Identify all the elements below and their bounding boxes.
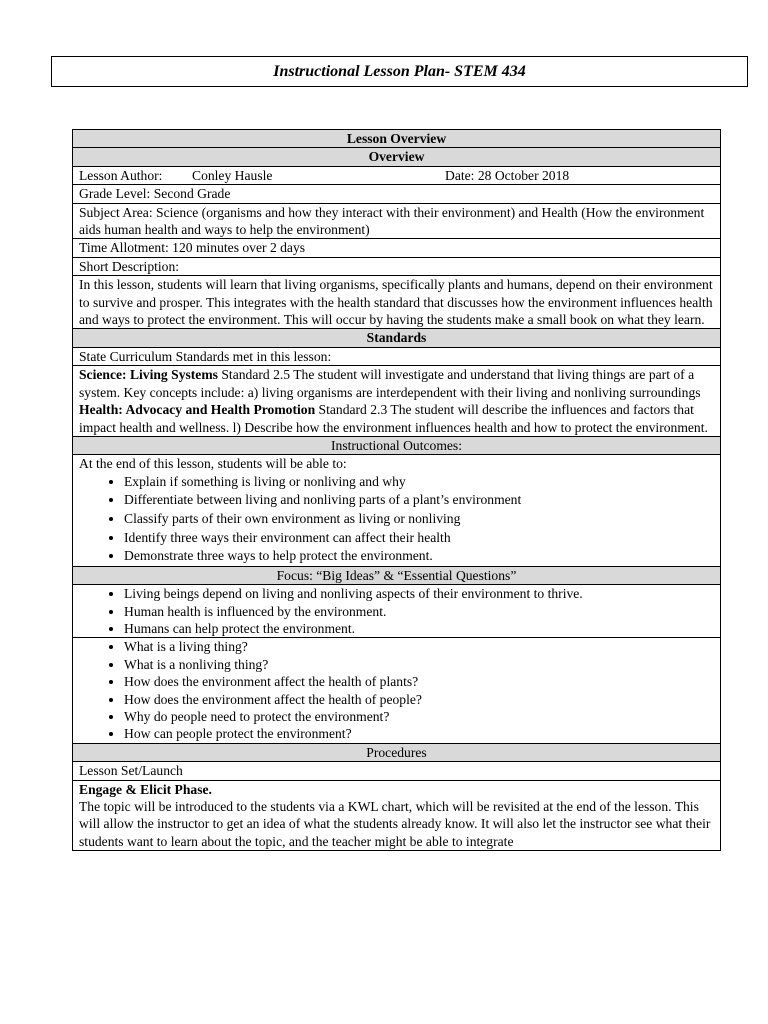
procedures-heading: Procedures — [73, 743, 721, 761]
overview-subheading: Overview — [73, 148, 721, 166]
health-standard — [79, 401, 714, 436]
essential-questions-list — [79, 638, 714, 742]
outcomes-intro: At the end of this lesson, students will be able to: — [79, 456, 347, 472]
list-item: • Humans can help protect the environment. — [124, 620, 714, 637]
science-standard — [79, 366, 714, 401]
standards-heading: Standards — [73, 329, 721, 347]
list-item: • How does the environment affect the health of people? — [124, 691, 714, 708]
standards-intro: State Curriculum Standards met in this lesson: — [73, 347, 721, 365]
outcomes-heading: Instructional Outcomes: — [73, 436, 721, 454]
list-item: • Explain if something is living or nonliving and why — [124, 473, 714, 492]
time-allotment: Time Allotment: 120 minutes over 2 days — [73, 239, 721, 257]
list-item: • How does the environment affect the health of plants? — [124, 673, 714, 690]
list-item: • Living beings depend on living and nonliving aspects of their environment to thrive. — [124, 585, 714, 602]
author-row — [73, 166, 721, 184]
list-item: • Demonstrate three ways to help protect the environment. — [124, 547, 714, 566]
big-ideas-cell — [73, 585, 721, 638]
lesson-date: Date: 28 October 2018 — [445, 167, 570, 183]
list-item: • What is a nonliving thing? — [124, 656, 714, 673]
essential-questions-cell — [73, 638, 721, 743]
lesson-plan-table — [72, 129, 721, 851]
engage-phase-label: Engage & Elicit Phase. — [79, 781, 212, 797]
short-description-label: Short Description: — [73, 257, 721, 275]
focus-heading: Focus: “Big Ideas” & “Essential Questions” — [73, 566, 721, 584]
author-name: Conley Hausle — [192, 167, 273, 183]
list-item: • Classify parts of their own environment as living or nonliving — [124, 510, 714, 529]
list-item: • Differentiate between living and nonliving parts of a plant’s environment — [124, 491, 714, 510]
outcomes-list — [79, 473, 714, 566]
list-item: • How can people protect the environment? — [124, 725, 714, 742]
science-standard-text: Standard 2.5 The student will investigate and understand that living things are part of a system. Key concepts include: a) living organisms are interdependent with their living and nonliving surroundings — [79, 367, 701, 400]
list-item: • Identify three ways their environment can affect their health — [124, 529, 714, 548]
lesson-overview-heading: Lesson Overview — [73, 130, 721, 148]
subject-area: Subject Area: Science (organisms and how they interact with their environment) and Health (How the environment aids human health and ways to help the environment) — [73, 203, 721, 239]
health-standard-text: Standard 2.3 The student will describe the influences and factors that impact health and wellness. l) Describe how the environment influences health and how to protect the environment. — [79, 402, 708, 435]
list-item: • What is a living thing? — [124, 638, 714, 655]
lesson-launch-label: Lesson Set/Launch — [73, 762, 721, 780]
science-standard-label: Science: Living Systems — [79, 367, 218, 383]
big-ideas-list — [79, 585, 714, 637]
short-description: In this lesson, students will learn that living organisms, specifically plants and humans, depend on their environment to survive and prosper. This integrates with the health standard that discusses how the environment influences health and ways to protect the environment. This will occur by having the students make a small book on what they learn. — [73, 276, 721, 329]
standards-detail — [73, 366, 721, 437]
engage-phase-cell — [73, 780, 721, 851]
author-label: Lesson Author: — [79, 167, 163, 183]
list-item: • Why do people need to protect the environment? — [124, 708, 714, 725]
health-standard-label: Health: Advocacy and Health Promotion — [79, 402, 316, 418]
outcomes-cell — [73, 455, 721, 566]
document-title: Instructional Lesson Plan- STEM 434 — [51, 56, 748, 87]
grade-level: Grade Level: Second Grade — [73, 185, 721, 203]
engage-phase-text: The topic will be introduced to the students via a KWL chart, which will be revisited at the end of the lesson. This will allow the instructor to get an idea of what the students already know. It will also let the instructor see what their students want to learn about the topic, and the teacher might be able to integrate — [79, 798, 711, 849]
list-item: • Human health is influenced by the environment. — [124, 603, 714, 620]
